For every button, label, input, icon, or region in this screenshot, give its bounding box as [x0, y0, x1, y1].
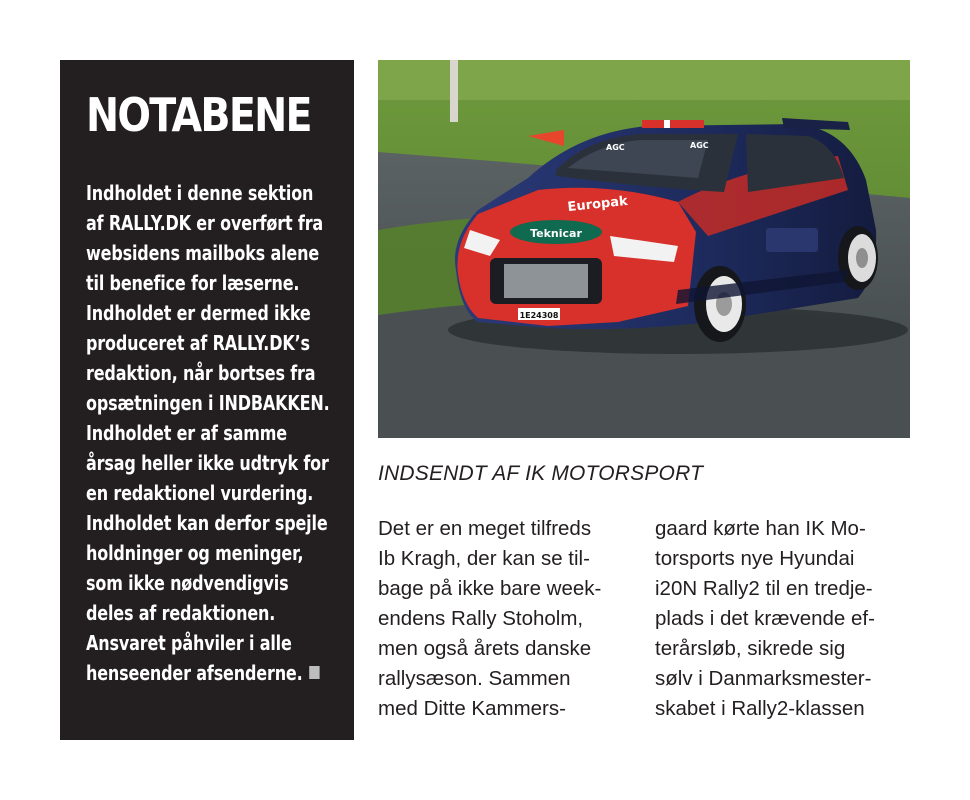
notabene-box — [60, 60, 354, 740]
car-sponsor-label: Teknicar — [530, 227, 582, 240]
notabene-line-last-text: henseender afsenderne. — [86, 661, 303, 685]
notabene-line: deles af redaktionen. — [86, 601, 276, 625]
notabene-line: af RALLY.DK er overført fra — [86, 211, 324, 235]
notabene-line: Ansvaret påhviler i alle — [86, 631, 292, 655]
car-bonnet-label: Europak — [566, 193, 629, 216]
notabene-line: redaktion, når bortses fra — [86, 361, 316, 385]
rally-car-photo — [378, 60, 910, 438]
article-line: sølv i Danmarksmester- — [655, 667, 872, 690]
notabene-line: Indholdet er dermed ikke — [86, 301, 311, 325]
article-column-right — [655, 514, 917, 724]
rally-car-illustration — [378, 60, 910, 438]
notabene-line-last — [86, 658, 303, 688]
article-line: terårsløb, sikrede sig — [655, 637, 846, 660]
article-line: plads i det krævende ef- — [655, 607, 875, 630]
notabene-line: årsag heller ikke udtryk for — [86, 451, 329, 475]
article-line: skabet i Rally2-klassen — [655, 697, 865, 720]
notabene-line: Indholdet i denne sektion — [86, 181, 314, 205]
article-line: rallysæson. Sammen — [378, 667, 571, 690]
article-line: i20N Rally2 til en tredje- — [655, 577, 873, 600]
article-line: bage på ikke bare week- — [378, 577, 602, 600]
article-line: Det er en meget tilfreds — [378, 517, 592, 540]
notabene-line: opsætningen i INDBAKKEN. — [86, 391, 330, 415]
article-line: endens Rally Stoholm, — [378, 607, 584, 630]
article-line: torsports nye Hyundai — [655, 547, 855, 570]
notabene-line: en redaktionel vurdering. — [86, 481, 314, 505]
end-mark-icon — [309, 666, 319, 679]
notabene-body — [86, 178, 332, 688]
car-agc-label-right: AGC — [690, 141, 709, 150]
car-agc-label-left: AGC — [606, 143, 625, 152]
notabene-line: holdninger og meninger, — [86, 541, 304, 565]
article-line: med Ditte Kammers- — [378, 697, 566, 720]
article-line: men også årets danske — [378, 637, 592, 660]
notabene-line: som ikke nødvendigvis — [86, 571, 289, 595]
notabene-line: produceret af RALLY.DK’s — [86, 331, 310, 355]
car-plate-label: 1E24308 — [519, 311, 559, 320]
notabene-line: Indholdet kan derfor spejle — [86, 511, 328, 535]
article-byline: INDSENDT AF IK MOTORSPORT — [378, 462, 704, 485]
notabene-line: til benefice for læserne. — [86, 271, 300, 295]
article-line: Ib Kragh, der kan se til- — [378, 547, 590, 570]
notabene-title: NOTABENE — [86, 88, 311, 142]
article-line: gaard kørte han IK Mo- — [655, 517, 866, 540]
article-column-left — [378, 514, 640, 724]
notabene-line: Indholdet er af samme — [86, 421, 287, 445]
notabene-line: websidens mailboks alene — [86, 241, 320, 265]
